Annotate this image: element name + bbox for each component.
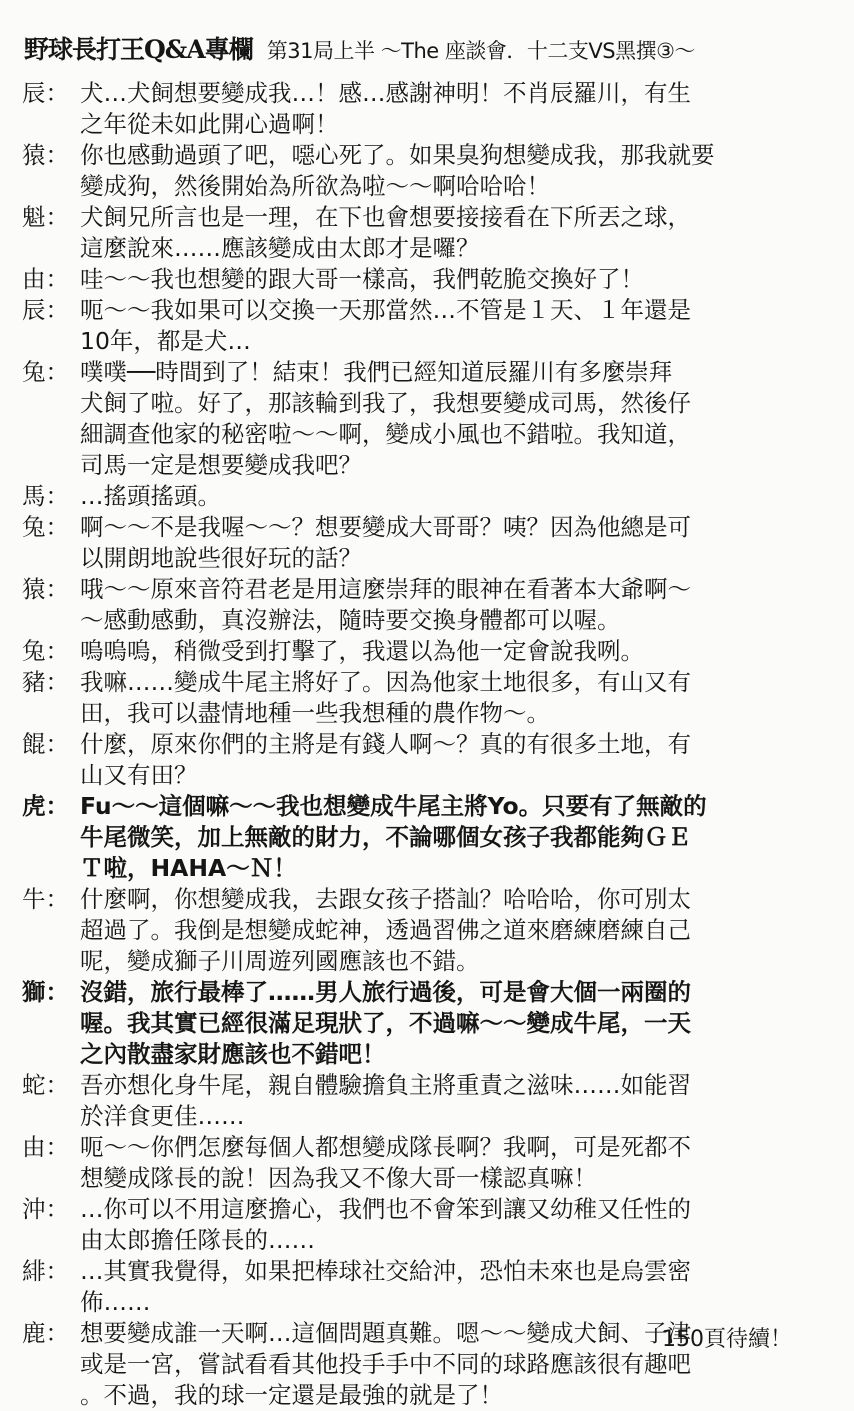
dialogue-lines bbox=[0, 78, 854, 1411]
dialogue-line bbox=[0, 202, 854, 233]
dialogue-text: …你可以不用這麼擔心，我們也不會笨到讓又幼稚又任性的 bbox=[80, 1195, 691, 1223]
dialogue-text: 喔。我其實已經很滿足現狀了，不過嘛～～變成牛尾，一天 bbox=[80, 1009, 691, 1037]
dialogue-text: 什麼啊，你想變成我，去跟女孩子搭訕？哈哈哈，你可別太 bbox=[80, 885, 691, 913]
dialogue-text: 想要變成誰一天啊…這個問題真難。嗯～～變成犬飼、子津 bbox=[80, 1319, 691, 1347]
dialogue-line bbox=[0, 760, 854, 791]
speaker-label: 牛： bbox=[22, 885, 69, 913]
dialogue-text: 牛尾微笑，加上無敵的財力，不論哪個女孩子我都能夠ＧＥ bbox=[80, 823, 691, 851]
dialogue-text: 於洋食更佳…… bbox=[80, 1102, 245, 1130]
dialogue-text: 這麼說來……應該變成由太郎才是囉？ bbox=[80, 234, 480, 262]
dialogue-text: 山又有田？ bbox=[80, 761, 198, 789]
speaker-label: 辰： bbox=[22, 79, 69, 107]
speaker-label: 兔： bbox=[22, 358, 69, 386]
dialogue-line bbox=[0, 1349, 854, 1380]
dialogue-line bbox=[0, 388, 854, 419]
dialogue-line bbox=[0, 481, 854, 512]
dialogue-text: 沒錯，旅行最棒了……男人旅行過後，可是會大個一兩圈的 bbox=[80, 978, 691, 1006]
dialogue-line bbox=[0, 264, 854, 295]
dialogue-line bbox=[0, 791, 854, 822]
dialogue-line bbox=[0, 1008, 854, 1039]
dialogue-text: 想變成隊長的說！因為我又不像大哥一樣認真嘛！ bbox=[80, 1164, 597, 1192]
dialogue-line bbox=[0, 1194, 854, 1225]
dialogue-text: 犬飼了啦。好了，那該輪到我了，我想要變成司馬，然後仔 bbox=[80, 389, 691, 417]
dialogue-text: 啊～～不是我喔～～？想要變成大哥哥？咦？因為他總是可 bbox=[80, 513, 691, 541]
dialogue-text: 佈…… bbox=[80, 1288, 151, 1316]
speaker-label: 由： bbox=[22, 1133, 69, 1161]
dialogue-text: 由太郎擔任隊長的…… bbox=[80, 1226, 315, 1254]
dialogue-line bbox=[0, 543, 854, 574]
speaker-label: 兔： bbox=[22, 637, 69, 665]
dialogue-line bbox=[0, 636, 854, 667]
column-header bbox=[24, 30, 834, 66]
dialogue-line bbox=[0, 295, 854, 326]
dialogue-text: 吾亦想化身牛尾，親自體驗擔負主將重責之滋味……如能習 bbox=[80, 1071, 691, 1099]
column-subtitle: 第31局上半 ～The 座談會．十二支VS黑撰③～ bbox=[266, 39, 695, 63]
speaker-label: 獅： bbox=[22, 978, 69, 1006]
dialogue-text: ～感動感動，真沒辦法，隨時要交換身體都可以喔。 bbox=[80, 606, 621, 634]
speaker-label: 虎： bbox=[22, 792, 69, 820]
dialogue-line bbox=[0, 419, 854, 450]
dialogue-text: 之年從未如此開心過啊！ bbox=[80, 110, 339, 138]
dialogue-text: 噗噗──時間到了！結束！我們已經知道辰羅川有多麼崇拜 bbox=[80, 358, 673, 386]
dialogue-line bbox=[0, 667, 854, 698]
dialogue-line bbox=[0, 884, 854, 915]
dialogue-text: 。不過，我的球一定還是最強的就是了！ bbox=[80, 1381, 503, 1409]
speaker-label: 辰： bbox=[22, 296, 69, 324]
dialogue-line bbox=[0, 574, 854, 605]
dialogue-line bbox=[0, 915, 854, 946]
dialogue-line bbox=[0, 140, 854, 171]
dialogue-line bbox=[0, 450, 854, 481]
dialogue-line bbox=[0, 326, 854, 357]
dialogue-text: 變成狗，然後開始為所欲為啦～～啊哈哈哈！ bbox=[80, 172, 550, 200]
dialogue-text: 超過了。我倒是想變成蛇神，透過習佛之道來磨練磨練自己 bbox=[80, 916, 691, 944]
dialogue-line bbox=[0, 109, 854, 140]
dialogue-text: 呃～～我如果可以交換一天那當然…不管是１天、１年還是 bbox=[80, 296, 691, 324]
dialogue-line bbox=[0, 1070, 854, 1101]
dialogue-line bbox=[0, 977, 854, 1008]
dialogue-line bbox=[0, 1256, 854, 1287]
dialogue-text: 什麼，原來你們的主將是有錢人啊～？真的有很多土地，有 bbox=[80, 730, 691, 758]
dialogue-line bbox=[0, 1101, 854, 1132]
dialogue-text: Fu～～這個嘛～～我也想變成牛尾主將Yo。只要有了無敵的 bbox=[80, 792, 707, 820]
dialogue-text: 10年，都是犬… bbox=[80, 327, 251, 355]
dialogue-text: 哇～～我也想變的跟大哥一樣高，我們乾脆交換好了！ bbox=[80, 265, 644, 293]
speaker-label: 兔： bbox=[22, 513, 69, 541]
dialogue-line bbox=[0, 357, 854, 388]
speaker-label: 由： bbox=[22, 265, 69, 293]
dialogue-text: 哦～～原來音符君老是用這麼崇拜的眼神在看著本大爺啊～ bbox=[80, 575, 691, 603]
dialogue-line bbox=[0, 1380, 854, 1411]
continued-note: 150頁待續！ bbox=[662, 1327, 792, 1352]
speaker-label: 餛： bbox=[22, 730, 69, 758]
dialogue-line bbox=[0, 605, 854, 636]
dialogue-text: 田，我可以盡情地種一些我想種的農作物～。 bbox=[80, 699, 550, 727]
speaker-label: 豬： bbox=[22, 668, 69, 696]
dialogue-line bbox=[0, 822, 854, 853]
column-title: 野球長打王Q&A專欄 bbox=[24, 35, 253, 64]
speaker-label: 蛇： bbox=[22, 1071, 69, 1099]
speaker-label: 鹿： bbox=[22, 1319, 69, 1347]
dialogue-line bbox=[0, 946, 854, 977]
dialogue-line bbox=[0, 698, 854, 729]
dialogue-line bbox=[0, 1132, 854, 1163]
speaker-label: 馬： bbox=[22, 482, 69, 510]
dialogue-line bbox=[0, 233, 854, 264]
dialogue-line bbox=[0, 1039, 854, 1070]
dialogue-text: …搖頭搖頭。 bbox=[80, 482, 221, 510]
speaker-label: 沖： bbox=[22, 1195, 69, 1223]
dialogue-text: Ｔ啦，HAHA～Ｎ！ bbox=[80, 854, 297, 882]
dialogue-text: 細調查他家的秘密啦～～啊，變成小風也不錯啦。我知道， bbox=[80, 420, 691, 448]
dialogue-text: 你也感動過頭了吧，噁心死了。如果臭狗想變成我，那我就要 bbox=[80, 141, 715, 169]
dialogue-line bbox=[0, 1287, 854, 1318]
dialogue-line bbox=[0, 1225, 854, 1256]
dialogue-line bbox=[0, 853, 854, 884]
dialogue-line bbox=[0, 1163, 854, 1194]
dialogue-line bbox=[0, 512, 854, 543]
dialogue-text: …其實我覺得，如果把棒球社交給沖，恐怕未來也是烏雲密 bbox=[80, 1257, 691, 1285]
dialogue-line bbox=[0, 171, 854, 202]
speaker-label: 猿： bbox=[22, 575, 69, 603]
dialogue-text: 嗚嗚嗚，稍微受到打擊了，我還以為他一定會說我咧。 bbox=[80, 637, 644, 665]
dialogue-text: 呃～～你們怎麼每個人都想變成隊長啊？我啊，可是死都不 bbox=[80, 1133, 691, 1161]
dialogue-text: 呢，變成獅子川周遊列國應該也不錯。 bbox=[80, 947, 480, 975]
speaker-label: 魁： bbox=[22, 203, 69, 231]
dialogue-text: 以開朗地說些很好玩的話？ bbox=[80, 544, 362, 572]
speaker-label: 緋： bbox=[22, 1257, 69, 1285]
speaker-label: 猿： bbox=[22, 141, 69, 169]
dialogue-text: 犬飼兄所言也是一理，在下也會想要接接看在下所丟之球， bbox=[80, 203, 691, 231]
dialogue-text: 司馬一定是想要變成我吧？ bbox=[80, 451, 362, 479]
dialogue-text: 或是一宮，嘗試看看其他投手手中不同的球路應該很有趣吧 bbox=[80, 1350, 691, 1378]
dialogue-text: 犬…犬飼想要變成我…！感…感謝神明！不肖辰羅川，有生 bbox=[80, 79, 691, 107]
dialogue-line bbox=[0, 729, 854, 760]
dialogue-line bbox=[0, 78, 854, 109]
dialogue-text: 我嘛……變成牛尾主將好了。因為他家土地很多，有山又有 bbox=[80, 668, 691, 696]
dialogue-text: 之內散盡家財應該也不錯吧！ bbox=[80, 1040, 386, 1068]
